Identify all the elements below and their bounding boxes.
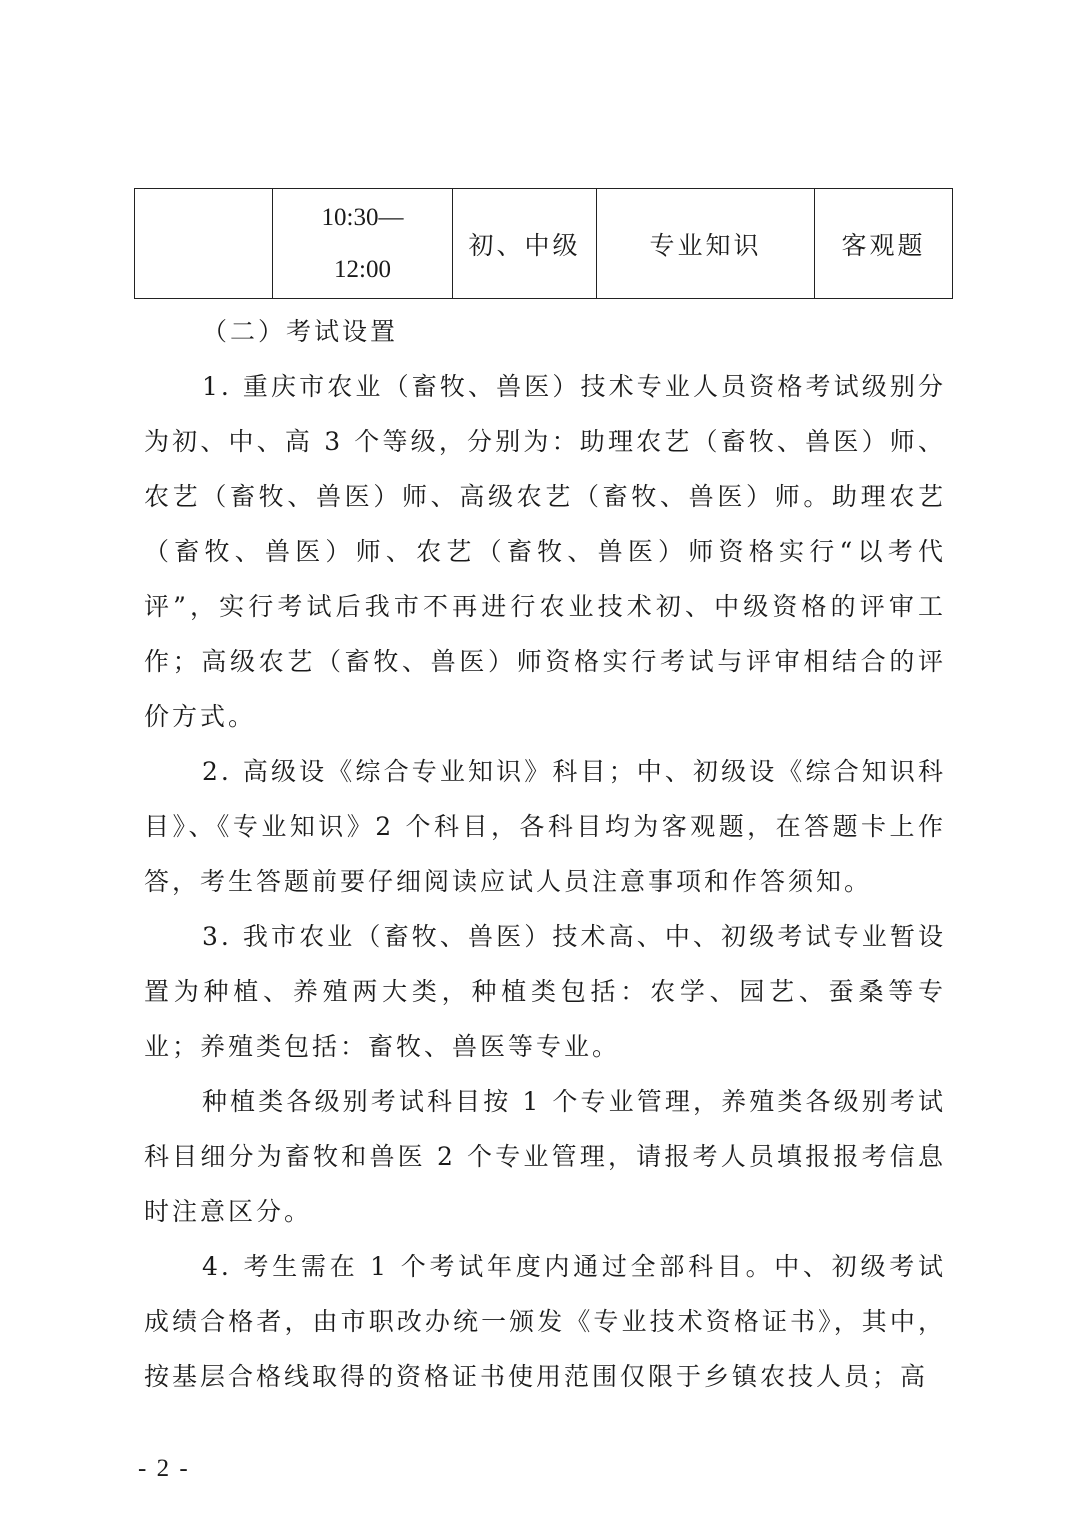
- table-cell-level: 初、中级: [453, 189, 597, 299]
- paragraph: 1. 重庆市农业（畜牧、兽医）技术专业人员资格考试级别分为初、中、高 3 个等级，分别为：助理农艺（畜牧、兽医）师、农艺（畜牧、兽医）师、高级农艺（畜牧、兽医）师。助理农艺（畜牧、兽医）师、农艺（畜牧、兽医）师资格实行“以考代评”，实行考试后我市不再进行农业技术初、中级资格的评审工作；高级农艺（畜牧、兽医）师资格实行考试与评审相结合的评价方式。: [144, 372, 946, 731]
- section-heading: （二）考试设置: [202, 317, 399, 346]
- paragraph: 3. 我市农业（畜牧、兽医）技术高、中、初级考试专业暂设置为种植、养殖两大类，种植类包括：农学、园艺、蚕桑等专业；养殖类包括：畜牧、兽医等专业。: [144, 922, 946, 1061]
- document-body: [144, 304, 946, 1404]
- paragraph: 4. 考生需在 1 个考试年度内通过全部科目。中、初级考试成绩合格者，由市职改办统一颁发《专业技术资格证书》，其中，按基层合格线取得的资格证书使用范围仅限于乡镇农技人员；高: [144, 1252, 946, 1391]
- table-cell-question-type: 客观题: [815, 189, 953, 299]
- exam-schedule-table: [134, 188, 953, 299]
- paragraph: 2. 高级设《综合专业知识》科目；中、初级设《综合知识科目》、《专业知识》2 个科目，各科目均为客观题，在答题卡上作答，考生答题前要仔细阅读应试人员注意事项和作答须知。: [144, 757, 946, 896]
- table-cell-time: [273, 189, 453, 299]
- paragraph: 种植类各级别考试科目按 1 个专业管理，养殖类各级别考试科目细分为畜牧和兽医 2 个专业管理，请报考人员填报报考信息时注意区分。: [144, 1087, 946, 1226]
- table-cell-subject: 专业知识: [597, 189, 815, 299]
- page-number: - 2 -: [138, 1455, 190, 1482]
- time-start: 10:30—: [321, 203, 404, 231]
- table-row: [135, 189, 953, 299]
- table-cell-empty: [135, 189, 273, 299]
- time-end: 12:00: [334, 255, 391, 283]
